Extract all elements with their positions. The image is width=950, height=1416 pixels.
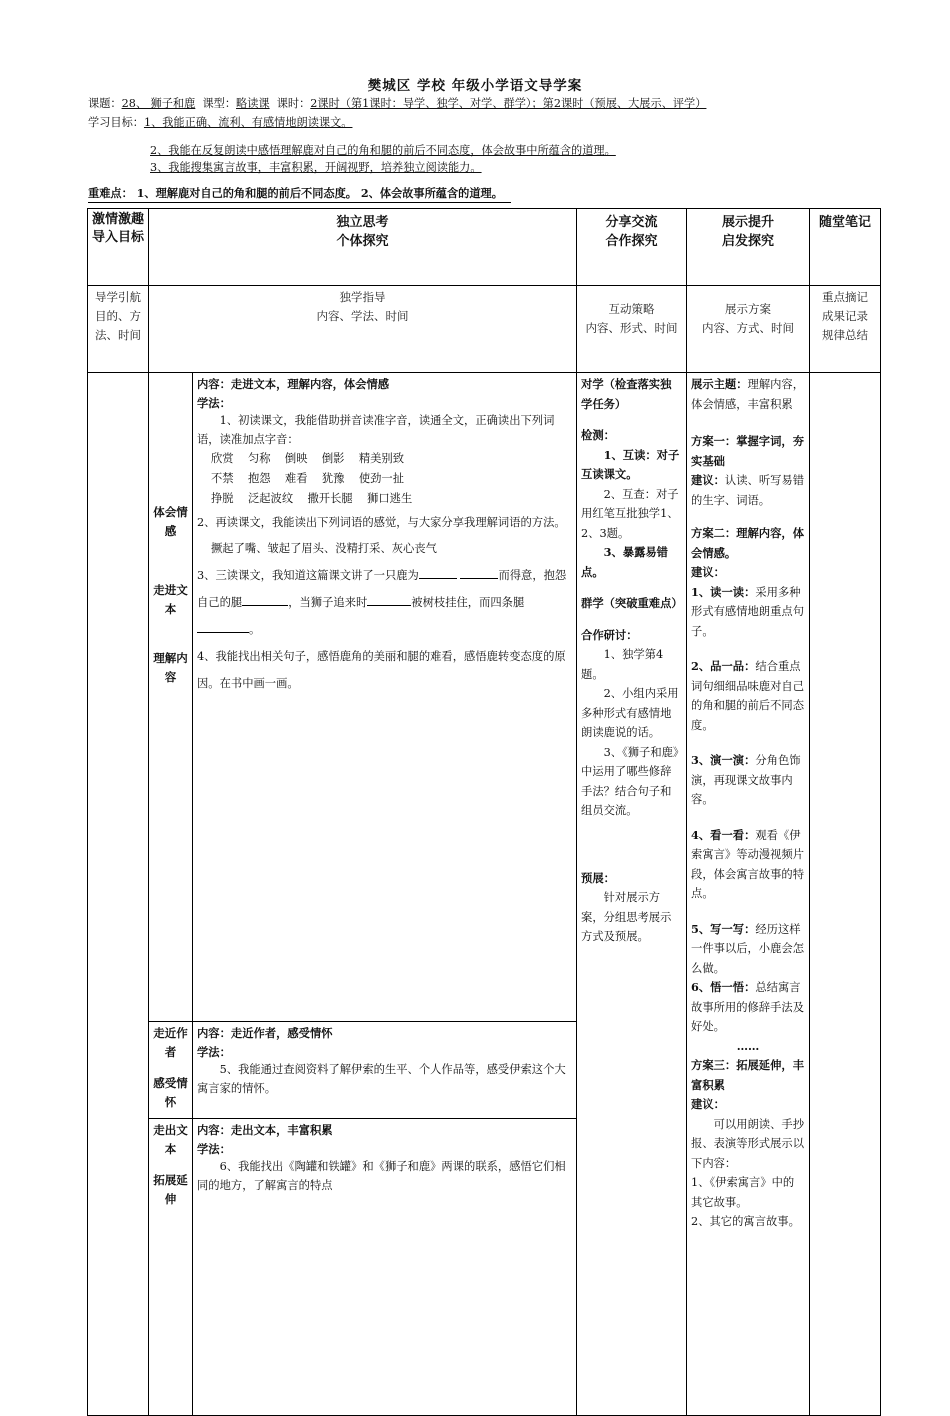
section-2-side (149, 1022, 193, 1119)
step-1-label: 1、读一读： (691, 584, 756, 599)
section-1-content (193, 373, 577, 1022)
step-4-text: 观看《伊索寓言》等动漫视频片段，体会寓言故事的特点。 (691, 828, 804, 900)
section-3-method: 学法： (197, 1141, 231, 1156)
plan-3-label: 建议： (691, 1097, 725, 1111)
header-present-1: 展示提升 (722, 215, 775, 230)
step-5-text: 经历这样一件事以后，小鹿会怎么做。 (691, 922, 804, 975)
step-1-text: 采用多种形式有感情地朗重点句子。 (691, 585, 804, 638)
hours-label: 课时： (276, 97, 311, 110)
section-3-side (149, 1119, 193, 1416)
section-1-method: 学法： (197, 395, 231, 410)
task-5-text: 5、我能通过查阅资料了解伊索的生平、个人作品等，感受伊索这个大寓言家的情怀。 (197, 1063, 566, 1095)
table-subheader-row (88, 286, 881, 373)
header-notes (810, 209, 881, 286)
header-intro-text: 激情激趣 导入目标 (92, 212, 145, 245)
step-2-text: 结合重点词句细细品味鹿对自己的角和腿的前后不同态度。 (691, 660, 804, 732)
plan-2-title: 方案二：理解内容，体会情感。 (691, 526, 804, 560)
task-3-part-2: 而得意，抱怨自己的腿 (197, 569, 567, 609)
present-column (687, 373, 810, 1416)
header-cooperate-1: 分享交流 (605, 215, 658, 230)
word-list-3: 挣脱 泛起波纹 撒开长腿 狮口逃生 (211, 492, 413, 505)
goal-1: 1、我能正确、流利、有感情地朗读课文。 (143, 116, 353, 129)
task-4-text: 4、我能找出相关句子，感悟鹿角的美丽和腿的难看，感悟鹿转变态度的原因。在书中画一画。 (197, 650, 566, 690)
page-title: 樊城区 学校 年级小学语文导学案 (367, 78, 583, 94)
check-item-1 (581, 446, 682, 485)
sub-present-1: 展示方案 (725, 302, 772, 316)
goal-3: 3、我能搜集寓言故事，丰富积累，开阔视野，培养独立阅读能力。 (150, 161, 482, 174)
sub-cooperate (577, 286, 687, 373)
word-list-1: 欣赏 匀称 倒映 倒影 精美别致 (211, 452, 405, 465)
intro-column-cell (88, 373, 149, 1416)
step-5-label: 5、写一写： (691, 921, 756, 936)
task-3-part-1: 3、三读课文，我知道这篇课文讲了一只鹿为 (197, 569, 419, 582)
section-3-content (193, 1119, 577, 1416)
lesson-plan-table (87, 208, 881, 1416)
topic-value: 28、 狮子和鹿 (121, 97, 196, 110)
type-value: 略读课 (236, 97, 270, 110)
check-title: 检测： (581, 428, 615, 442)
section-2-side-2: 感受情怀 (153, 1076, 188, 1109)
section-3-side-1: 走出文本 (153, 1123, 188, 1156)
task-1-text: 1、初读课文，我能借助拼音读准字音，读通全文，正确读出下列词语，读准加点字音： (197, 414, 555, 446)
section-2-content (193, 1022, 577, 1119)
task-3-text (197, 562, 572, 643)
sub-guide: 导学引航 目的、方法、时间 (88, 286, 149, 373)
header-cooperate (577, 209, 687, 286)
sub-cooperate-2: 内容、形式、时间 (585, 321, 678, 335)
discussion-item-3: 3、《狮子和鹿》中运用了哪些修辞手法？结合句子和组员交流。 (581, 745, 679, 817)
header-individual-2: 个体探究 (336, 234, 389, 249)
header-individual-1: 独立思考 (336, 215, 389, 230)
preview-text: 针对展示方案，分组思考展示方式及预展。 (581, 891, 672, 943)
section-1-heading: 内容：走进文本，理解内容，体会情感 (197, 377, 390, 391)
step-4-label: 4、看一看： (691, 827, 756, 842)
extension-1: 1、《伊索寓言》中的其它故事。 (691, 1176, 795, 1209)
sub-present-2: 内容、方式、时间 (702, 321, 795, 335)
check-item-1-text: 1、互读：对子互读课文。 (581, 447, 680, 481)
task-6-text: 6、我能找出《陶罐和铁罐》和《狮子和鹿》两课的联系，感悟它们相同的地方，了解寓言的特点 (197, 1160, 566, 1192)
task-2-text: 2、再读课文，我能读出下列词语的感觉，与大家分享我理解词语的方法。 (197, 516, 566, 529)
ellipsis: …… (736, 1038, 760, 1053)
header-cooperate-2: 合作探究 (605, 234, 658, 249)
sub-present (687, 286, 810, 373)
section-2-side-1: 走近作者 (153, 1026, 188, 1059)
step-6-label: 6、悟一悟： (691, 980, 756, 994)
goal-line-1 (88, 114, 352, 132)
plan-3-title: 方案三：拓展延伸，丰富积累 (691, 1058, 804, 1092)
hours-value: 2课时（第1课时：导学、独学、对学、群学）；第2课时（预展、大展示、评学） (310, 97, 707, 110)
theme-text: 理解内容，体会情感，丰富积累 (691, 378, 805, 411)
pair-study-title: 对学（检查落实独学任务） (581, 377, 672, 411)
section-2-heading: 内容：走近作者，感受情怀 (197, 1026, 333, 1040)
header-individual (149, 209, 577, 286)
word-list-4: 撅起了嘴、皱起了眉头、没精打采、灰心丧气 (211, 542, 437, 555)
cooperate-column (577, 373, 687, 1416)
step-2-label: 2、品一品： (691, 659, 756, 673)
section-1-row (88, 373, 881, 1022)
discussion-item-1: 1、独学第4题。 (581, 648, 664, 681)
step-3-text: 分角色饰演，再现课文故事内容。 (691, 754, 801, 806)
header-notes-text: 随堂笔记 (819, 215, 872, 230)
lesson-info-line (88, 95, 706, 113)
step-6-text: 总结寓言故事所用的修辞手法及好处。 (691, 981, 804, 1033)
section-1-side (149, 373, 193, 1022)
check-item-2: 2、互查：对子用红笔互批独学1、2、3题。 (581, 487, 679, 540)
section-3-side-2: 拓展延伸 (153, 1173, 188, 1206)
task-3-part-5: 。 (249, 623, 261, 636)
step-3-label: 3、演一演： (691, 753, 756, 767)
plan-1-text: 认读、听写易错的生字、词语。 (691, 474, 805, 507)
goal-label: 学习目标： (88, 116, 144, 129)
sub-individual-2: 内容、学法、时间 (316, 309, 409, 323)
sub-individual-1: 独学指导 (339, 290, 386, 304)
word-list-2: 不禁 抱怨 难看 犹豫 使劲一扯 (211, 472, 405, 485)
type-label: 课型： (202, 97, 237, 110)
plan-1-title: 方案一：掌握字词，夯实基础 (691, 434, 804, 468)
plan-1-label: 建议： (691, 473, 725, 487)
notes-column (810, 373, 881, 1416)
task-3-part-4: 被树枝挂住，而四条腿 (411, 596, 525, 609)
table-header-row (88, 209, 881, 286)
theme-label: 展示主题： (691, 377, 748, 391)
preview-title: 预展： (581, 870, 615, 885)
section-2-method: 学法： (197, 1044, 231, 1059)
plan-2-label: 建议： (691, 565, 725, 579)
sub-individual (149, 286, 577, 373)
task-3-part-3: ，当狮子追来时 (288, 596, 368, 609)
sub-notes: 重点摘记 成果记录 规律总结 (810, 286, 881, 373)
extension-2: 2、其它的寓言故事。 (691, 1215, 800, 1228)
discussion-title: 合作研讨： (581, 627, 638, 642)
section-3-heading: 内容：走出文本，丰富积累 (197, 1123, 333, 1137)
section-1-side-1: 体会情感 (153, 505, 188, 538)
group-study-title: 群学（突破重难点） (581, 596, 683, 610)
header-intro (88, 209, 149, 286)
topic-label: 课题： (88, 97, 122, 110)
header-present (687, 209, 810, 286)
section-1-side-2: 走进文本 (153, 583, 188, 616)
section-1-side-3: 理解内容 (153, 651, 188, 684)
key-points: 重难点： 1、理解鹿对自己的角和腿的前后不同态度。 2、体会故事所蕴含的道理。 (88, 184, 511, 203)
check-item-3: 3、暴露易错点。 (581, 545, 668, 579)
sub-cooperate-1: 互动策略 (608, 302, 655, 316)
header-present-2: 启发探究 (722, 234, 775, 249)
goal-2: 2、我能在反复朗读中感悟理解鹿对自己的角和腿的前后不同态度，体会故事中所蕴含的道理。 (150, 144, 616, 157)
plan-3-text: 可以用朗读、手抄报、表演等形式展示以下内容： (691, 1117, 804, 1170)
discussion-item-2: 2、小组内采用多种形式有感情地朗读鹿说的话。 (581, 687, 679, 739)
